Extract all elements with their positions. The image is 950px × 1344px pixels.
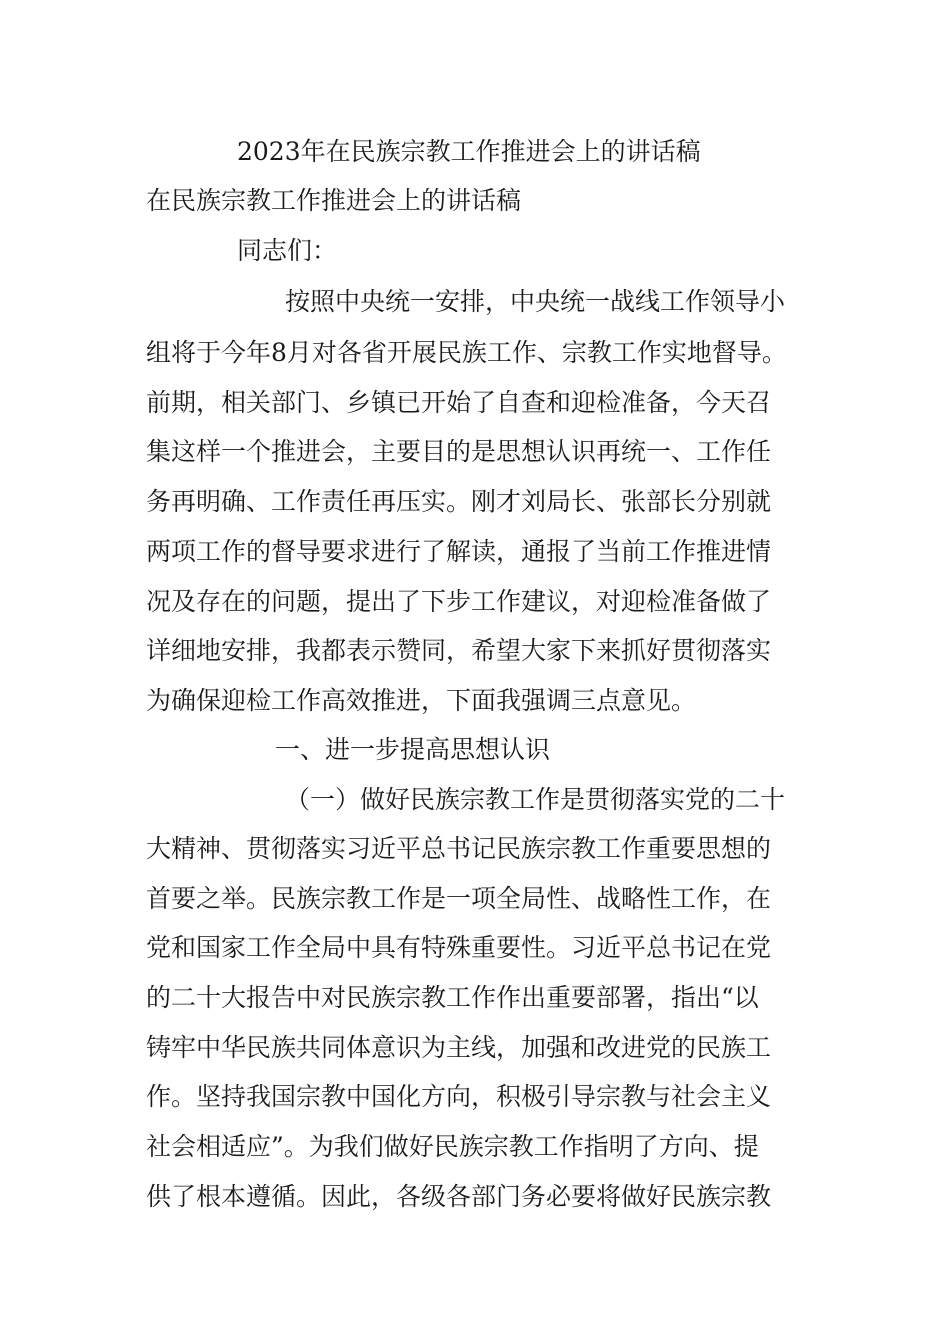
section-heading: 一、进一步提高思想认识 <box>275 735 551 764</box>
paragraph-line: 况及存在的问题，提出了下步工作建议，对迎检准备做了 <box>146 587 772 616</box>
paragraph-line: 两项工作的督导要求进行了解读，通报了当前工作推进情 <box>146 537 772 566</box>
paragraph-line: 铸牢中华民族共同体意识为主线，加强和改进党的民族工 <box>146 1033 772 1062</box>
paragraph-line: 前期，相关部门、乡镇已开始了自查和迎检准备，今天召 <box>146 388 772 417</box>
paragraph-line: 的二十大报告中对民族宗教工作作出重要部署，指出“以 <box>146 983 759 1012</box>
paragraph-line: （一）做好民族宗教工作是贯彻落实党的二十 <box>285 785 786 814</box>
paragraph-line: 组将于今年8月对各省开展民族工作、宗教工作实地督导。 <box>146 338 787 367</box>
paragraph-line: 务再明确、工作责任再压实。刚才刘局长、张部长分别就 <box>146 487 772 516</box>
paragraph-line: 供了根本遵循。因此，各级各部门务必要将做好民族宗教 <box>146 1182 772 1211</box>
paragraph-line: 社会相适应”。为我们做好民族宗教工作指明了方向、提 <box>146 1132 759 1161</box>
paragraph-line: 集这样一个推进会，主要目的是思想认识再统一、工作任 <box>146 437 772 466</box>
paragraph-line: 按照中央统一安排，中央统一战线工作领导小 <box>285 287 786 316</box>
paragraph-line: 党和国家工作全局中具有特殊重要性。习近平总书记在党 <box>146 933 772 962</box>
paragraph-line: 作。坚持我国宗教中国化方向，积极引导宗教与社会主义 <box>146 1082 772 1111</box>
document-subtitle: 在民族宗教工作推进会上的讲话稿 <box>146 186 522 215</box>
document-title: 2023年在民族宗教工作推进会上的讲话稿 <box>237 137 701 166</box>
paragraph-line: 详细地安排，我都表示赞同，希望大家下来抓好贯彻落实 <box>146 636 772 665</box>
greeting: 同志们： <box>237 236 338 265</box>
paragraph-line: 大精神、贯彻落实习近平总书记民族宗教工作重要思想的 <box>146 834 772 863</box>
paragraph-line: 为确保迎检工作高效推进，下面我强调三点意见。 <box>146 686 697 715</box>
paragraph-line: 首要之举。民族宗教工作是一项全局性、战略性工作，在 <box>146 884 772 913</box>
